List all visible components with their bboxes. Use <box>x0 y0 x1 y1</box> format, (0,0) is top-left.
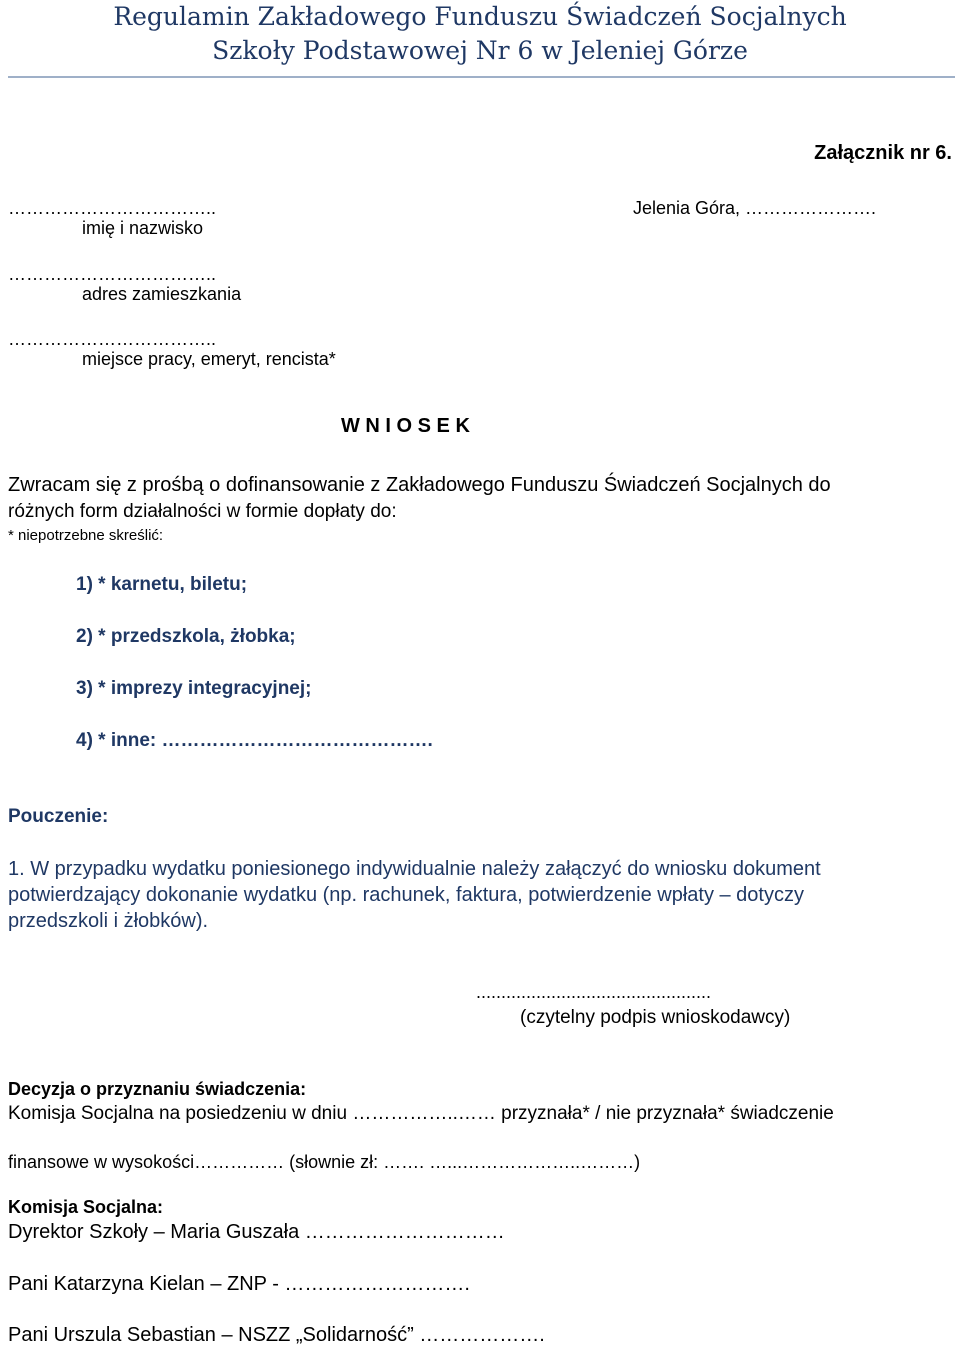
name-dots: …………………………….. <box>8 198 217 218</box>
committee-member-3: Pani Urszula Sebastian – NSZZ „Solidarność” ………………. <box>8 1324 545 1346</box>
decision-heading: Decyzja o przyznaniu świadczenia: <box>8 1079 307 1099</box>
instruction-heading: Pouczenie: <box>8 806 109 827</box>
option-1: 1) * karnetu, biletu; <box>76 574 248 595</box>
option-4: 4) * inne: ……………………………………. <box>76 730 433 751</box>
instruction-line3: przedszkoli i żłobków). <box>8 910 209 932</box>
intro-line1: Zwracam się z prośbą o dofinansowanie z Zakładowego Funduszu Świadczeń Socjalnych do <box>8 474 831 496</box>
intro-line2: różnych form działalności w formie dopłaty do: <box>8 501 397 522</box>
instruction-line1: 1. W przypadku wydatku poniesionego indywidualnie należy załączyć do wniosku dokument <box>8 858 821 880</box>
option-2: 2) * przedszkola, żłobka; <box>76 626 296 647</box>
committee-member-2: Pani Katarzyna Kielan – ZNP - ………………………. <box>8 1273 470 1295</box>
signature-label: (czytelny podpis wnioskodawcy) <box>520 1007 791 1028</box>
option-3: 3) * imprezy integracyjnej; <box>76 678 312 699</box>
header-title-line1: Regulamin Zakładowego Funduszu Świadczeń Socjalnych <box>113 2 847 31</box>
committee-member-1: Dyrektor Szkoły – Maria Guszała ………………………… <box>8 1221 505 1243</box>
decision-line1: Komisja Socjalna na posiedzeniu w dniu ……………..…… przyznała* / nie przyznała* świadczenie <box>8 1103 834 1124</box>
decision-line2: finansowe w wysokości…………… (słownie zł: ……. …...………………..………) <box>8 1152 641 1172</box>
header-divider <box>8 76 955 78</box>
place-date: Jelenia Góra, …………………. <box>633 198 877 218</box>
form-title: W N I O S E K <box>341 415 470 437</box>
strike-note: * niepotrzebne skreślić: <box>8 527 164 544</box>
attachment-label: Załącznik nr 6. <box>814 142 952 164</box>
instruction-line2: potwierdzający dokonanie wydatku (np. rachunek, faktura, potwierdzenie wpłaty – dotyczy <box>8 884 804 906</box>
work-label: miejsce pracy, emeryt, rencista* <box>82 349 336 369</box>
work-dots: …………………………….. <box>8 329 217 349</box>
address-label: adres zamieszkania <box>82 284 242 304</box>
committee-heading: Komisja Socjalna: <box>8 1197 164 1217</box>
name-label: imię i nazwisko <box>82 218 204 238</box>
signature-dots: ............................................... <box>476 982 712 1002</box>
address-dots: …………………………….. <box>8 264 217 284</box>
header-title-line2: Szkoły Podstawowej Nr 6 w Jeleniej Górze <box>212 36 748 65</box>
